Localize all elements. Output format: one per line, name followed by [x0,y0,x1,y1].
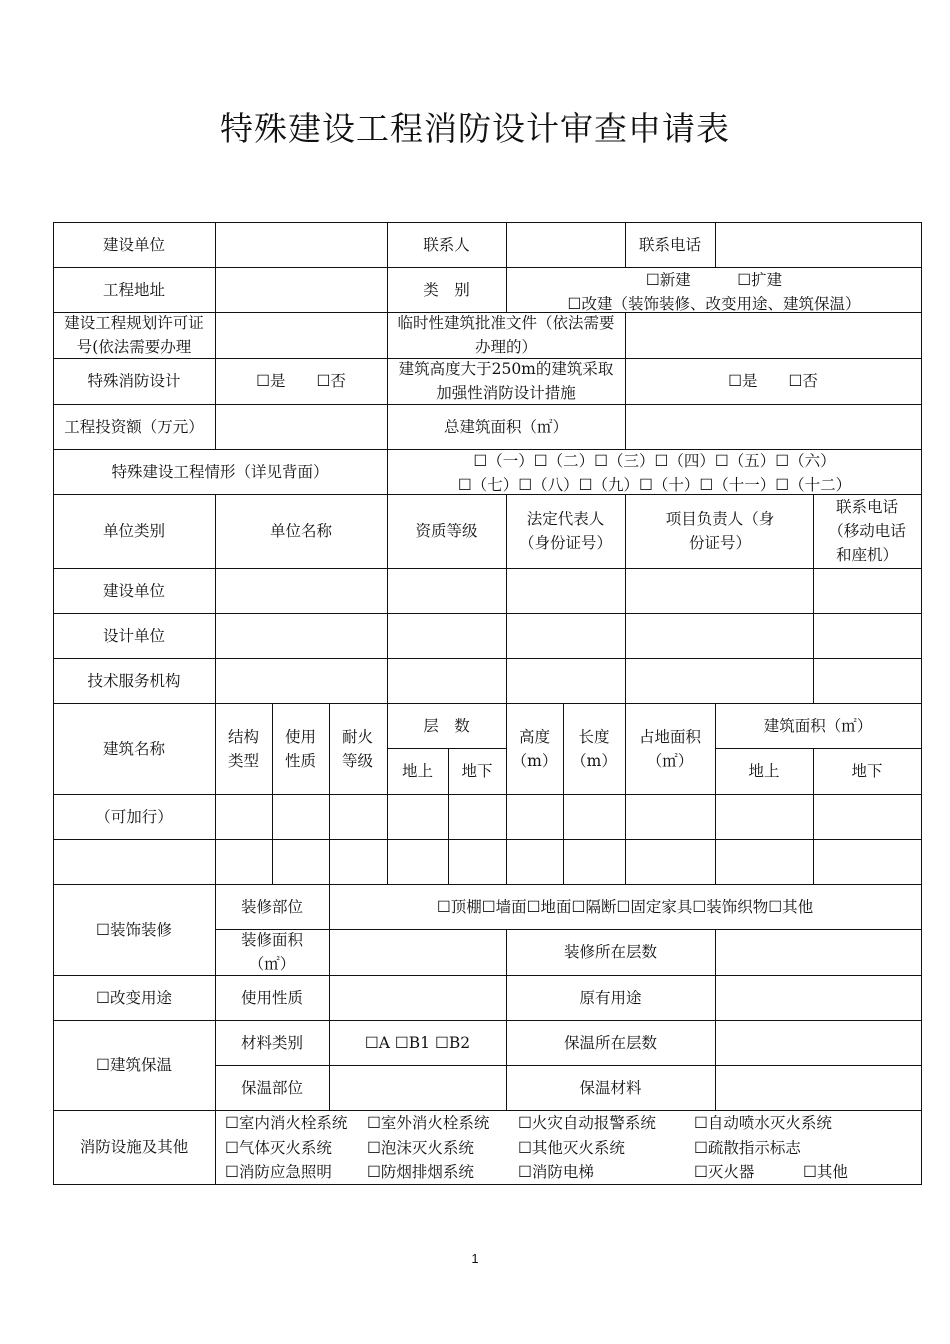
insulation-checkbox[interactable]: ☐建筑保温 [96,1056,172,1074]
phone-field[interactable] [715,222,921,267]
floors-header: 层 数 [423,716,470,735]
facility-option[interactable]: ☐其他灭火系统 [518,1139,625,1157]
unit-row-design: 设计单位 [102,626,165,645]
temp-doc-label: 临时性建筑批准文件（依法需要办理的） [397,314,615,356]
category-line-2[interactable]: ☐改建（装饰装修、改变用途、建筑保温） [567,295,861,313]
height-measure-checkbox[interactable]: ☐是 ☐否 [728,372,818,390]
facility-option[interactable]: ☐灭火器 [694,1163,755,1181]
facility-option[interactable]: ☐疏散指示标志 [694,1139,801,1157]
investment-label: 工程投资额（万元） [64,417,204,436]
page-number: 1 [471,1251,479,1266]
usage-header: 使用性质 [284,727,316,770]
facility-option[interactable]: ☐其他 [803,1163,848,1181]
contact-field[interactable] [506,222,625,267]
original-usage-label: 原有用途 [579,988,642,1007]
decoration-part-label: 装修部位 [240,897,303,916]
insulation-floor-label: 保温所在层数 [563,1033,657,1052]
unit-name-header: 单位名称 [269,522,332,540]
insulation-material-label: 保温材料 [579,1078,642,1097]
special-design-checkbox[interactable]: ☐是 ☐否 [256,372,346,390]
category-options[interactable] [506,268,922,316]
special-design-label: 特殊消防设计 [87,372,181,390]
building-name-header: 建筑名称 [102,739,165,758]
usage-nature-label: 使用性质 [240,988,303,1007]
address-label: 工程地址 [102,280,165,299]
situation-options[interactable] [387,449,922,497]
category-label: 类 别 [423,280,470,299]
floors-below-header: 地下 [461,762,493,780]
facility-option[interactable]: ☐消防应急照明 [225,1163,332,1181]
total-area-field[interactable] [625,404,921,449]
decoration-part-options[interactable]: ☐顶棚☐墙面☐地面☐隔断☐固定家具☐装饰织物☐其他 [436,897,814,916]
situation-label: 特殊建设工程情形（详见背面） [111,462,329,481]
unit-row-build: 建设单位 [102,581,165,600]
permit-label: 建设工程规划许可证号(依法需要办理 [64,314,204,356]
facility-option[interactable]: ☐泡沫灭火系统 [367,1139,474,1157]
facility-option[interactable]: ☐防烟排烟系统 [367,1163,474,1181]
footprint-header: 占地面积（㎡） [638,727,701,770]
facility-option[interactable]: ☐自动喷水灭火系统 [694,1114,832,1132]
height-measure-label: 建筑高度大于250m的建筑采取加强性消防设计措施 [398,360,614,402]
fire-grade-header: 耐火等级 [341,727,373,770]
investment-field[interactable] [215,404,387,449]
area-header: 建筑面积（㎡） [763,716,873,735]
facilities-label: 消防设施及其他 [79,1138,189,1156]
address-field[interactable] [215,267,387,312]
phone-label: 联系电话 [638,235,701,254]
add-row-hint: （可加行） [95,807,173,826]
facility-option[interactable]: ☐火灾自动报警系统 [518,1114,656,1132]
floors-above-header: 地上 [401,762,433,780]
material-type-options[interactable]: ☐A ☐B1 ☐B2 [364,1033,471,1052]
unit-row-tech: 技术服务机构 [87,671,181,690]
decoration-checkbox[interactable]: ☐装饰装修 [96,920,172,939]
qualification-header: 资质等级 [415,522,478,540]
situation-line-1[interactable]: ☐（一）☐（二）☐（三）☐（四）☐（五）☐（六） [473,452,836,470]
decoration-area-label: 装修面积（㎡） [240,931,303,973]
usage-change-checkbox[interactable]: ☐改变用途 [96,988,172,1007]
struct-type-header: 结构类型 [227,727,259,770]
area-below-header: 地下 [851,762,883,780]
material-type-label: 材料类别 [240,1033,303,1052]
length-header: 长度（m） [571,727,617,770]
situation-line-2[interactable]: ☐（七）☐（八）☐（九）☐（十）☐（十一）☐（十二） [457,476,852,494]
temp-doc-field[interactable] [625,312,921,358]
facility-option[interactable]: ☐室内消火栓系统 [225,1114,348,1132]
contact-label: 联系人 [423,235,470,254]
permit-field[interactable] [215,312,387,358]
unit-phone-header: 联系电话（移动电话和座机） [828,498,906,564]
unit-type-header: 单位类别 [102,522,165,540]
legal-rep-header: 法定代表人（身份证号） [518,510,612,552]
form-title: 特殊建设工程消防设计审查申请表 [220,109,730,148]
area-above-header: 地上 [748,762,780,780]
insulation-part-label: 保温部位 [240,1078,303,1097]
build-unit-label: 建设单位 [102,235,165,254]
build-unit-field[interactable] [215,222,387,267]
project-lead-header: 项目负责人（身份证号） [665,510,775,552]
total-area-label: 总建筑面积（㎡） [443,417,568,436]
facility-option[interactable]: ☐室外消火栓系统 [367,1114,490,1132]
facility-option[interactable]: ☐消防电梯 [518,1163,594,1181]
decoration-floor-label: 装修所在层数 [563,943,657,961]
category-line-1[interactable]: ☐新建 ☐扩建 [645,271,783,289]
height-header: 高度（m） [511,727,558,770]
facility-option[interactable]: ☐气体灭火系统 [225,1139,332,1157]
